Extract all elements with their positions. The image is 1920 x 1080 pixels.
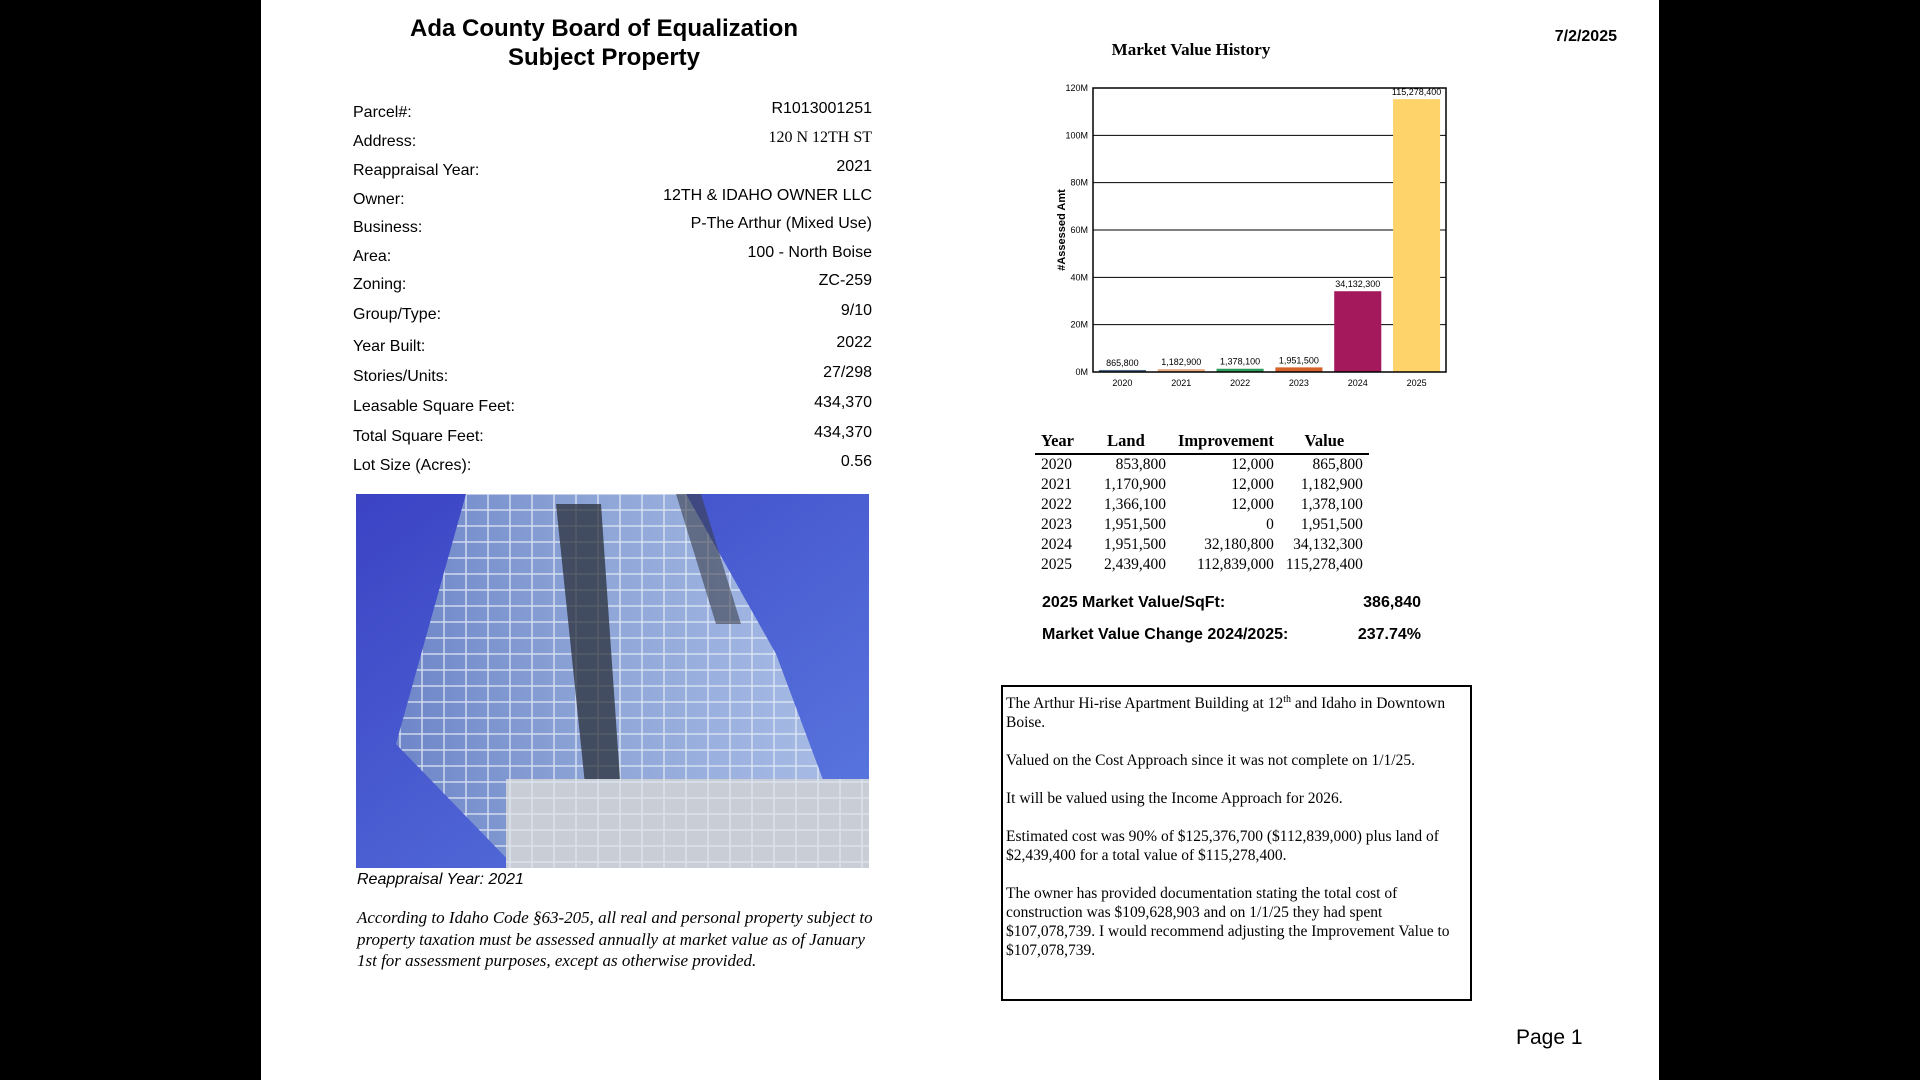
cell-value: 1,378,100: [1300, 496, 1363, 513]
table-row: [1035, 555, 1369, 575]
property-value: 120 N 12TH ST: [768, 129, 872, 146]
property-row-address: [353, 129, 872, 153]
cell-improvement: 0: [1266, 516, 1274, 533]
property-value: 2021: [836, 158, 872, 175]
note-paragraph: The owner has provided documentation stating the total cost of construction was $109,628,903 and on 1/1/25 they had spent $107,078,739. I would recommend adjusting the Improvement Value to $107,078,739.: [1006, 885, 1450, 960]
property-label: Zoning:: [353, 276, 407, 293]
bar-value-label: 1,951,500: [1278, 355, 1319, 366]
note-paragraph: Valued on the Cost Approach since it was not complete on 1/1/25.: [1006, 752, 1415, 770]
cell-land: 1,951,500: [1103, 536, 1166, 553]
bar: [1393, 99, 1440, 372]
legal-notice: According to Idaho Code §63-205, all real and personal property subject to property taxation must be assessed annually at market value as of January 1st for assessment purposes, except as otherwise provided.: [357, 908, 873, 970]
chart-title: Market Value History: [1111, 40, 1271, 59]
cell-land: 853,800: [1115, 456, 1166, 473]
bar-value-label: 34,132,300: [1335, 279, 1381, 290]
property-row-leasable-sqft: [353, 394, 872, 418]
note-text: and Idaho in Downtown Boise.: [1006, 695, 1446, 732]
cell-year: 2020: [1041, 456, 1072, 473]
x-tick-label: 2025: [1406, 378, 1427, 388]
col-improvement: Improvement: [1172, 431, 1280, 454]
property-value: 434,370: [814, 394, 872, 411]
property-row-total-sqft: [353, 424, 872, 448]
x-tick-label: 2024: [1347, 378, 1368, 388]
col-value: Value: [1280, 431, 1369, 454]
property-row-group-type: [353, 302, 872, 326]
page-title: [261, 14, 947, 72]
property-row-business: [353, 215, 872, 239]
property-label: Stories/Units:: [353, 368, 449, 385]
table-row: [1035, 535, 1369, 555]
property-row-parcel: [353, 100, 872, 124]
cell-year: 2021: [1041, 476, 1072, 493]
document-page: [261, 0, 1659, 1080]
cell-year: 2023: [1041, 516, 1072, 533]
cell-value: 1,951,500: [1300, 516, 1363, 533]
property-value: 9/10: [840, 302, 872, 319]
report-date: 7/2/2025: [1554, 28, 1617, 45]
title-line-1: Ada County Board of Equalization: [410, 15, 798, 42]
value-per-sqft: 386,840: [1363, 594, 1421, 611]
property-row-lot-size: [353, 453, 872, 477]
bar-value-label: 115,278,400: [1391, 87, 1442, 98]
page-number: Page 1: [1516, 1026, 1583, 1049]
cell-improvement: 12,000: [1231, 496, 1274, 513]
value-change: 237.74%: [1357, 626, 1421, 643]
cell-year: 2025: [1041, 556, 1072, 573]
y-tick-label: 80M: [1070, 177, 1088, 188]
value-per-sqft-row: [1042, 594, 1421, 612]
property-row-stories-units: [353, 364, 872, 388]
cell-improvement: 32,180,800: [1204, 536, 1274, 553]
value-change-label: Market Value Change 2024/2025:: [1042, 626, 1289, 643]
property-label: Parcel#:: [353, 104, 412, 121]
cell-value: 865,800: [1312, 456, 1363, 473]
bar-value-label: 1,378,100: [1220, 356, 1261, 367]
cell-land: 1,951,500: [1103, 516, 1166, 533]
x-tick-label: 2020: [1112, 378, 1133, 388]
y-tick-label: 40M: [1070, 272, 1088, 283]
x-tick-label: 2023: [1288, 378, 1309, 388]
y-tick-label: 100M: [1065, 130, 1088, 141]
y-tick-label: 120M: [1065, 83, 1088, 93]
market-value-chart: [961, 66, 1442, 406]
property-label: Lot Size (Acres):: [353, 457, 472, 474]
note-text: The Arthur Hi-rise Apartment Building at 12: [1006, 695, 1284, 713]
property-value: 434,370: [814, 424, 872, 441]
x-tick-label: 2021: [1171, 378, 1192, 388]
y-tick-label: 0M: [1075, 367, 1088, 377]
property-label: Address:: [353, 133, 417, 150]
title-line-2: Subject Property: [507, 44, 701, 71]
property-row-year-built: [353, 334, 872, 358]
value-history-table: [1035, 431, 1369, 575]
y-tick-label: 60M: [1070, 225, 1088, 235]
bar: [1334, 291, 1381, 372]
cell-value: 1,182,900: [1300, 476, 1363, 493]
table-row: [1035, 454, 1369, 475]
x-tick-label: 2022: [1230, 378, 1251, 388]
property-value: 27/298: [823, 364, 872, 381]
cell-land: 1,170,900: [1103, 476, 1166, 493]
building-image: [356, 494, 869, 868]
col-land: Land: [1080, 431, 1172, 454]
cell-year: 2024: [1041, 536, 1072, 553]
y-axis-label: #Assessed Amt: [1056, 189, 1068, 271]
cell-improvement: 12,000: [1231, 456, 1274, 473]
property-row-area: [353, 244, 872, 268]
col-year: Year: [1035, 431, 1080, 454]
note-paragraph: It will be valued using the Income Approach for 2026.: [1006, 790, 1343, 808]
property-label: Group/Type:: [353, 306, 442, 323]
property-value: 100 - North Boise: [747, 244, 872, 261]
table-row: [1035, 515, 1369, 535]
property-label: Reappraisal Year:: [353, 162, 480, 179]
photo-caption: Reappraisal Year: 2021: [357, 871, 524, 888]
property-row-reappraisal-year: [353, 158, 872, 182]
property-label: Business:: [353, 219, 423, 236]
note-paragraph: [1006, 690, 1467, 732]
property-row-zoning: [353, 272, 872, 296]
property-row-owner: [353, 187, 872, 211]
value-change-row: [1042, 626, 1421, 644]
cell-value: 115,278,400: [1285, 556, 1363, 573]
property-value: 2022: [836, 334, 872, 351]
property-label: Leasable Square Feet:: [353, 398, 515, 415]
property-label: Year Built:: [353, 338, 426, 355]
property-label: Total Square Feet:: [353, 428, 484, 445]
y-tick-label: 20M: [1070, 319, 1088, 330]
value-per-sqft-label: 2025 Market Value/SqFt:: [1042, 594, 1226, 611]
cell-land: 2,439,400: [1103, 556, 1166, 573]
note-paragraph: Estimated cost was 90% of $125,376,700 ($112,839,000) plus land of $2,439,400 for a total value of $115,278,400.: [1006, 828, 1439, 865]
bar-value-label: 1,182,900: [1161, 357, 1202, 368]
property-label: Owner:: [353, 191, 405, 208]
bar-value-label: 865,800: [1106, 357, 1139, 368]
table-row: [1035, 475, 1369, 495]
cell-year: 2022: [1041, 496, 1072, 513]
cell-value: 34,132,300: [1293, 536, 1363, 553]
cell-land: 1,366,100: [1103, 496, 1166, 513]
property-value: P-The Arthur (Mixed Use): [690, 215, 872, 232]
table-header-row: [1035, 431, 1369, 454]
property-value: 0.56: [840, 453, 872, 470]
note-superscript: th: [1283, 694, 1292, 705]
cell-improvement: 12,000: [1231, 476, 1274, 493]
appraiser-notes: [1001, 685, 1472, 1001]
table-row: [1035, 495, 1369, 515]
property-value: R1013001251: [771, 100, 872, 117]
property-value: ZC-259: [818, 272, 872, 289]
cell-improvement: 112,839,000: [1196, 556, 1274, 573]
property-photo: [356, 494, 869, 868]
property-label: Area:: [353, 248, 392, 265]
property-value: 12TH & IDAHO OWNER LLC: [663, 187, 872, 204]
